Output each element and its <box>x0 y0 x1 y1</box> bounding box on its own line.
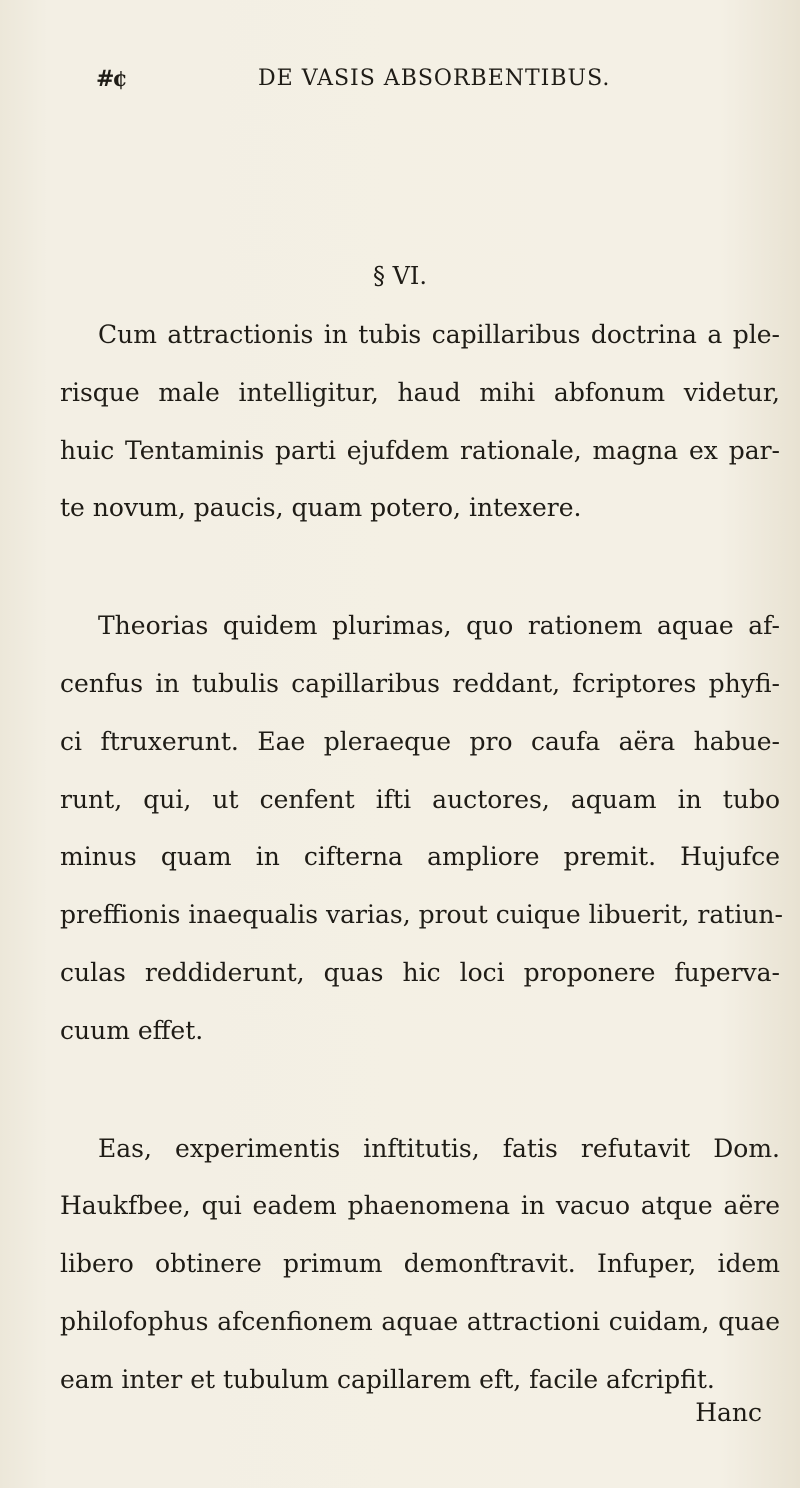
text-line: cenfus in tubulis capillaribus reddant, fcriptores phyfi- <box>60 668 780 698</box>
paragraph-gap <box>60 537 780 597</box>
text-line: Cum attractionis in tubis capillaribus doctrina a ple- <box>98 320 780 349</box>
body-text <box>60 300 783 1409</box>
text-line: Haukfbee, qui eadem phaenomena in vacuo atque aëre <box>60 1191 780 1221</box>
text-line: preffionis inaequalis varias, prout cuique libuerit, ratiun- <box>60 900 783 930</box>
text-line: te novum, paucis, quam potero, intexere. <box>60 493 582 523</box>
text-line: culas reddiderunt, quas hic loci proponere fuperva- <box>60 957 780 987</box>
text-line: runt, qui, ut cenfent ifti auctores, aquam in tubo <box>60 784 780 814</box>
text-line: ci ftruxerunt. Eae pleraeque pro caufa aëra habue- <box>60 726 780 756</box>
text-line: libero obtinere primum demonftravit. Infuper, idem <box>60 1249 780 1279</box>
paragraph-2 <box>60 597 783 1059</box>
text-line: Theorias quidem plurimas, quo rationem aquae af- <box>98 611 780 641</box>
page-number: #¢ <box>96 66 126 92</box>
text-line: huic Tentaminis parti ejufdem rationale, magna ex par- <box>60 435 780 465</box>
text-line: minus quam in cifterna ampliore premit. Hujufce <box>60 842 780 872</box>
paragraph-gap <box>60 1060 780 1120</box>
text-line: Eas, experimentis inftitutis, fatis refutavit Dom. <box>98 1133 780 1163</box>
text-line: cuum effet. <box>60 1015 204 1045</box>
running-head <box>96 62 776 102</box>
paragraph-3 <box>60 1120 780 1409</box>
section-heading: § VI. <box>372 262 428 290</box>
text-line: risque male intelligitur, haud mihi abfonum videtur, <box>60 377 780 407</box>
text-line: eam inter et tubulum capillarem eft, facile afcripfit. <box>60 1364 715 1394</box>
running-title: DE VASIS ABSORBENTIBUS. <box>258 66 611 91</box>
paragraph-1 <box>60 306 780 537</box>
text-line: philofophus afcenfionem aquae attractioni cuidam, quae <box>60 1306 780 1336</box>
catchword: Hanc <box>695 1398 762 1427</box>
